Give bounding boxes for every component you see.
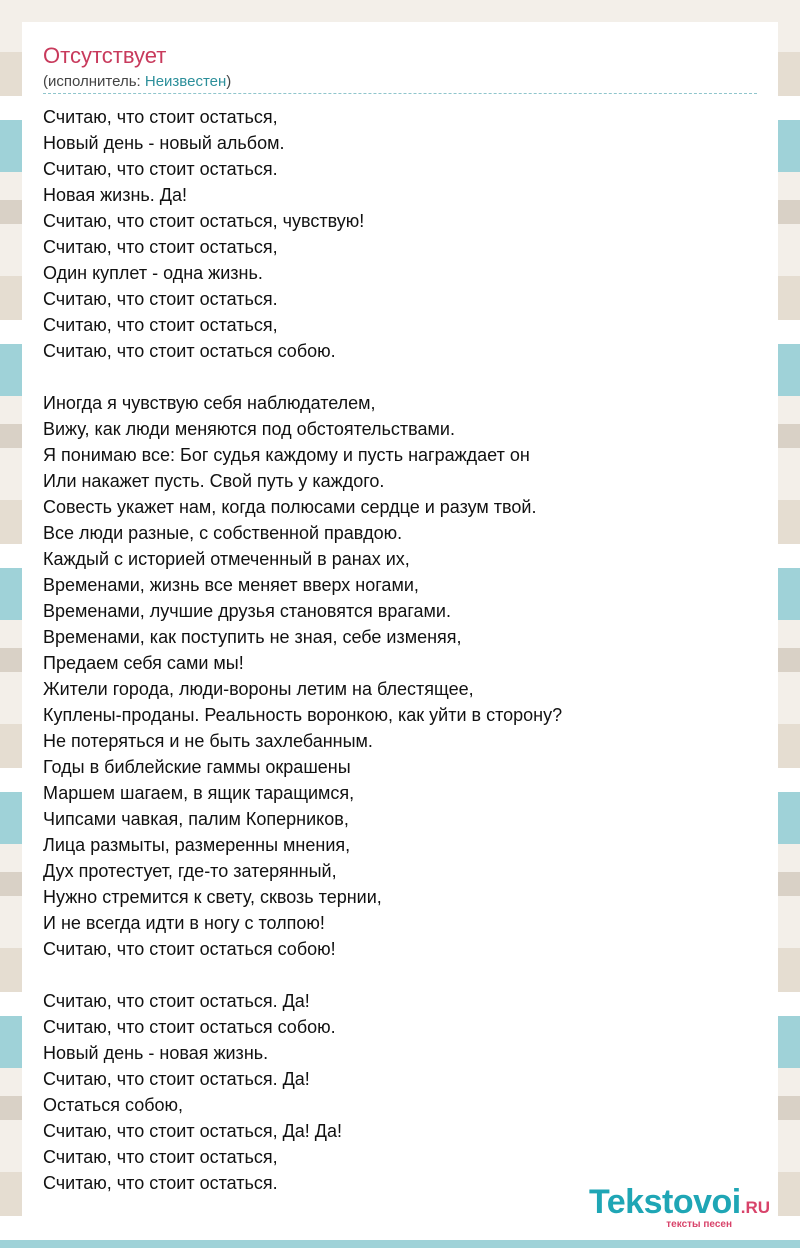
lyric-line: Годы в библейские гаммы окрашены [43,757,351,777]
lyric-line: Считаю, что стоит остаться, [43,237,278,257]
lyric-line: Чипсами чавкая, палим Коперников, [43,809,349,829]
lyric-line: Куплены-проданы. Реальность воронкою, как уйти в сторону? [43,705,563,725]
lyric-line: Считаю, что стоит остаться, [43,107,278,127]
lyric-line: Нужно стремится к свету, сквозь тернии, [43,887,382,907]
lyric-line: Один куплет - одна жизнь. [43,263,263,283]
lyric-line: Считаю, что стоит остаться. [43,159,278,179]
lyric-line: И не всегда идти в ногу с толпою! [43,913,325,933]
lyric-line: Считаю, что стоит остаться, [43,315,278,335]
lyric-line: Не потеряться и не быть захлебанным. [43,731,373,751]
lyric-line: Маршем шагаем, в ящик таращимся, [43,783,355,803]
lyric-line: Жители города, люди-вороны летим на блестящее, [43,679,474,699]
lyric-line: Новая жизнь. Да! [43,185,187,205]
lyric-line: Каждый с историей отмеченный в ранах их, [43,549,410,569]
lyric-line: Считаю, что стоит остаться собою. [43,1017,336,1037]
lyric-line: Дух протестует, где-то затерянный, [43,861,337,881]
lyric-line: Все люди разные, с собственной правдою. [43,523,403,543]
lyric-line: Считаю, что стоит остаться, Да! Да! [43,1121,343,1141]
lyric-line: Считаю, что стоит остаться. Да! [43,1069,310,1089]
site-logo[interactable] [589,1183,770,1230]
lyrics-stanza [43,988,757,1196]
lyric-line: Считаю, что стоит остаться. Да! [43,991,310,1011]
logo-name: Tekstovoi [589,1183,741,1221]
title-divider [43,93,757,94]
lyric-line: Иногда я чувствую себя наблюдателем, [43,393,376,413]
artist-suffix: ) [226,73,232,90]
lyric-line: Предаем себя сами мы! [43,653,244,673]
lyric-line: Считаю, что стоит остаться, [43,1147,278,1167]
lyric-line: Считаю, что стоит остаться собою! [43,939,336,959]
artist-prefix: (исполнитель: [43,73,145,90]
lyric-line: Остаться собою, [43,1095,184,1115]
artist-line [43,73,231,90]
artist-link[interactable]: Неизвестен [144,73,227,90]
lyric-line: Или накажет пусть. Свой путь у каждого. [43,471,385,491]
lyric-line: Вижу, как люди меняются под обстоятельствами. [43,419,455,439]
lyric-line: Временами, жизнь все меняет вверх ногами, [43,575,419,595]
lyrics-card [22,22,778,1228]
lyrics-stanza [43,104,757,364]
lyrics-stanza [43,390,757,962]
lyric-line: Я понимаю все: Бог судья каждому и пусть награждает он [43,445,530,465]
lyric-line: Новый день - новая жизнь. [43,1043,269,1063]
lyric-line: Совесть укажет нам, когда полюсами сердце и разум твой. [43,497,537,517]
lyric-line: Временами, лучшие друзья становятся врагами. [43,601,451,621]
lyrics-text [43,104,757,1196]
lyric-line: Считаю, что стоит остаться собою. [43,341,336,361]
logo-tld: .RU [740,1198,770,1217]
lyric-line: Временами, как поступить не зная, себе изменяя, [43,627,462,647]
lyric-line: Считаю, что стоит остаться, чувствую! [43,211,365,231]
lyric-line: Считаю, что стоит остаться. [43,1173,278,1193]
lyric-line: Считаю, что стоит остаться. [43,289,278,309]
song-title: Отсутствует [43,43,167,68]
logo-tagline: тексты песен [666,1219,732,1230]
lyric-line: Лица размыты, размеренны мнения, [43,835,351,855]
lyric-line: Новый день - новый альбом. [43,133,285,153]
